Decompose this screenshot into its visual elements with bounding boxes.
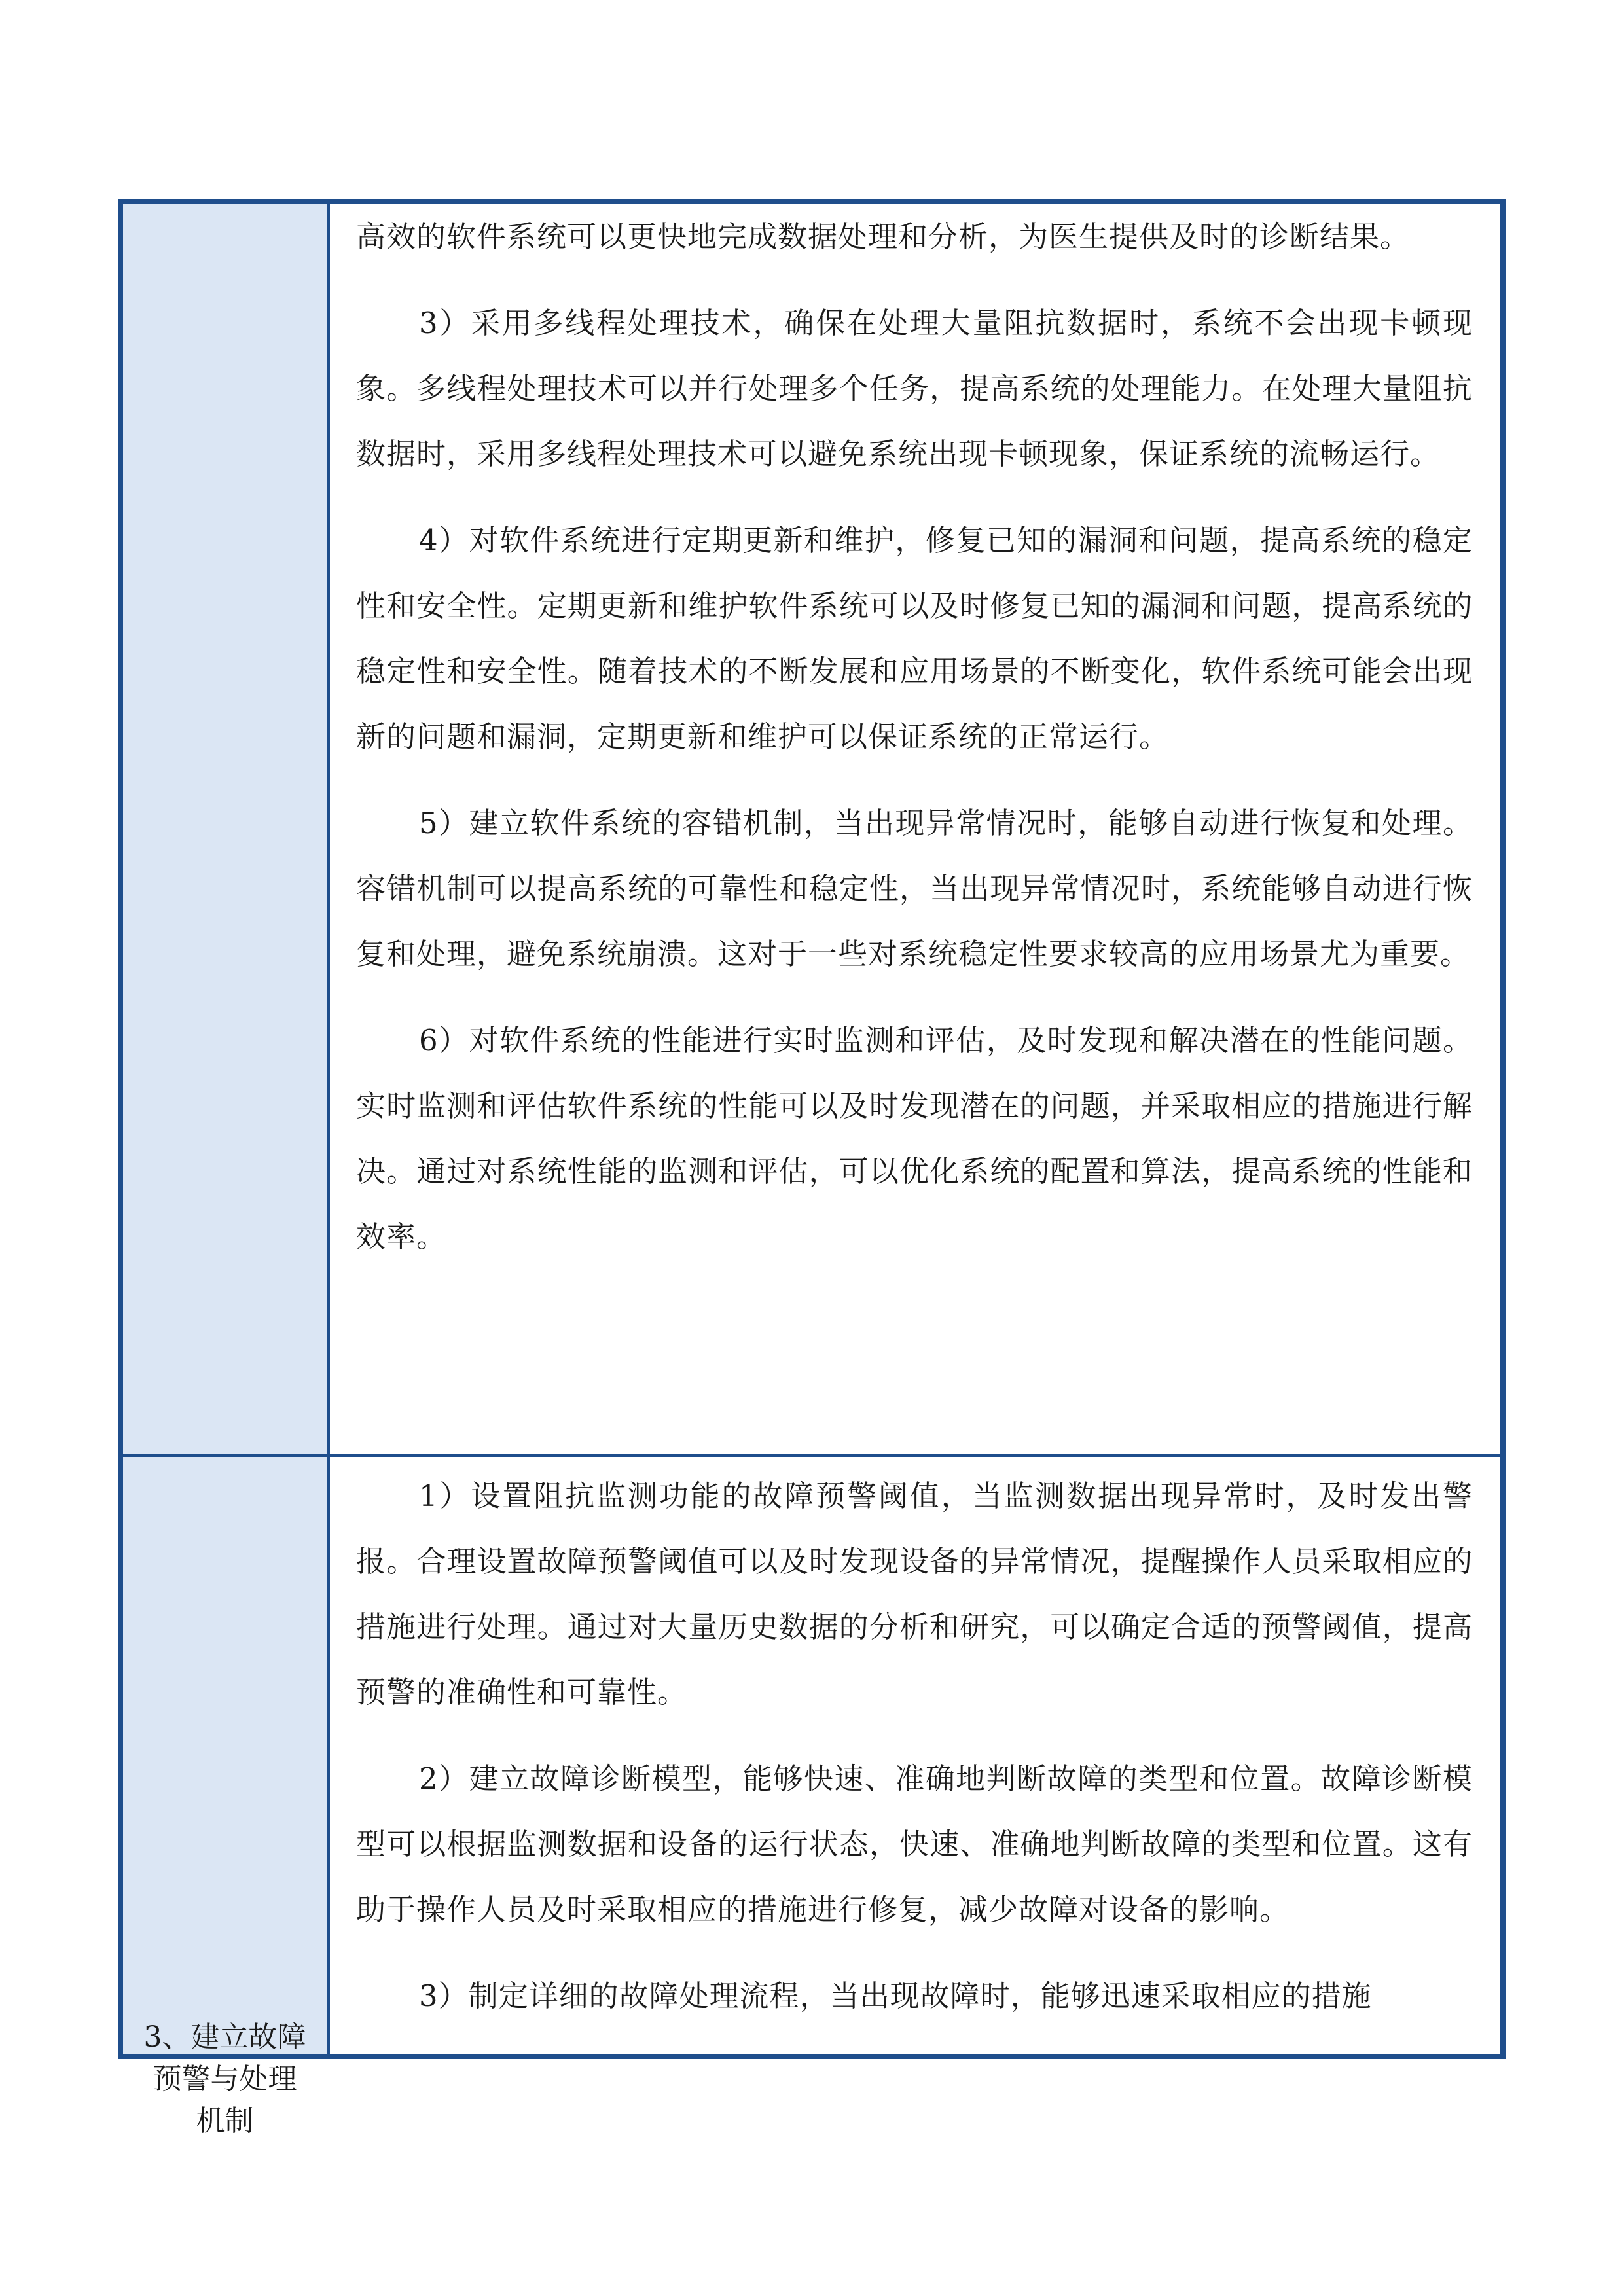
row-2-content-cell <box>330 1457 1500 2054</box>
paragraph-item-4: 4）对软件系统进行定期更新和维护，修复已知的漏洞和问题，提高系统的稳定性和安全性。定期更新和维护软件系统可以及时修复已知的漏洞和问题，提高系统的稳定性和安全性。随着技术的不断发展和应用场景的不断变化，软件系统可能会出现新的问题和漏洞，定期更新和维护可以保证系统的正常运行。 <box>356 523 1473 754</box>
row-1-content-cell <box>330 204 1500 1457</box>
paragraph-item-2: 2）建立故障诊断模型，能够快速、准确地判断故障的类型和位置。故障诊断模型可以根据监测数据和设备的运行状态，快速、准确地判断故障的类型和位置。这有助于操作人员及时采取相应的措施进行修复，减少故障对设备的影响。 <box>356 1761 1473 1927</box>
paragraph-continuation: 高效的软件系统可以更快地完成数据处理和分析，为医生提供及时的诊断结果。 <box>356 219 1411 254</box>
content-table <box>118 199 1506 2138</box>
paragraph-item-3: 3）采用多线程处理技术，确保在处理大量阻抗数据时，系统不会出现卡顿现象。多线程处理技术可以并行处理多个任务，提高系统的处理能力。在处理大量阻抗数据时，采用多线程处理技术可以避免系统出现卡顿现象，保证系统的流畅运行。 <box>356 306 1473 471</box>
row-2-label: 3、建立故障预警与处理机制 <box>143 2020 306 2138</box>
row-1-label-cell <box>123 204 330 1457</box>
paragraph-item-6: 6）对软件系统的性能进行实时监测和评估，及时发现和解决潜在的性能问题。实时监测和评估软件系统的性能可以及时发现潜在的问题，并采取相应的措施进行解决。通过对系统性能的监测和评估，可以优化系统的配置和算法，提高系统的性能和效率。 <box>356 1023 1473 1254</box>
paragraph-item-1: 1）设置阻抗监测功能的故障预警阈值，当监测数据出现异常时，及时发出警报。合理设置故障预警阈值可以及时发现设备的异常情况，提醒操作人员采取相应的措施进行处理。通过对大量历史数据的分析和研究，可以确定合适的预警阈值，提高预警的准确性和可靠性。 <box>356 1479 1473 1710</box>
paragraph-item-3b: 3）制定详细的故障处理流程，当出现故障时，能够迅速采取相应的措施 <box>419 1979 1372 2013</box>
row-2-label-cell <box>123 1457 330 2138</box>
paragraph-item-5: 5）建立软件系统的容错机制，当出现异常情况时，能够自动进行恢复和处理。容错机制可以提高系统的可靠性和稳定性，当出现异常情况时，系统能够自动进行恢复和处理，避免系统崩溃。这对于一些对系统稳定性要求较高的应用场景尤为重要。 <box>356 806 1473 971</box>
